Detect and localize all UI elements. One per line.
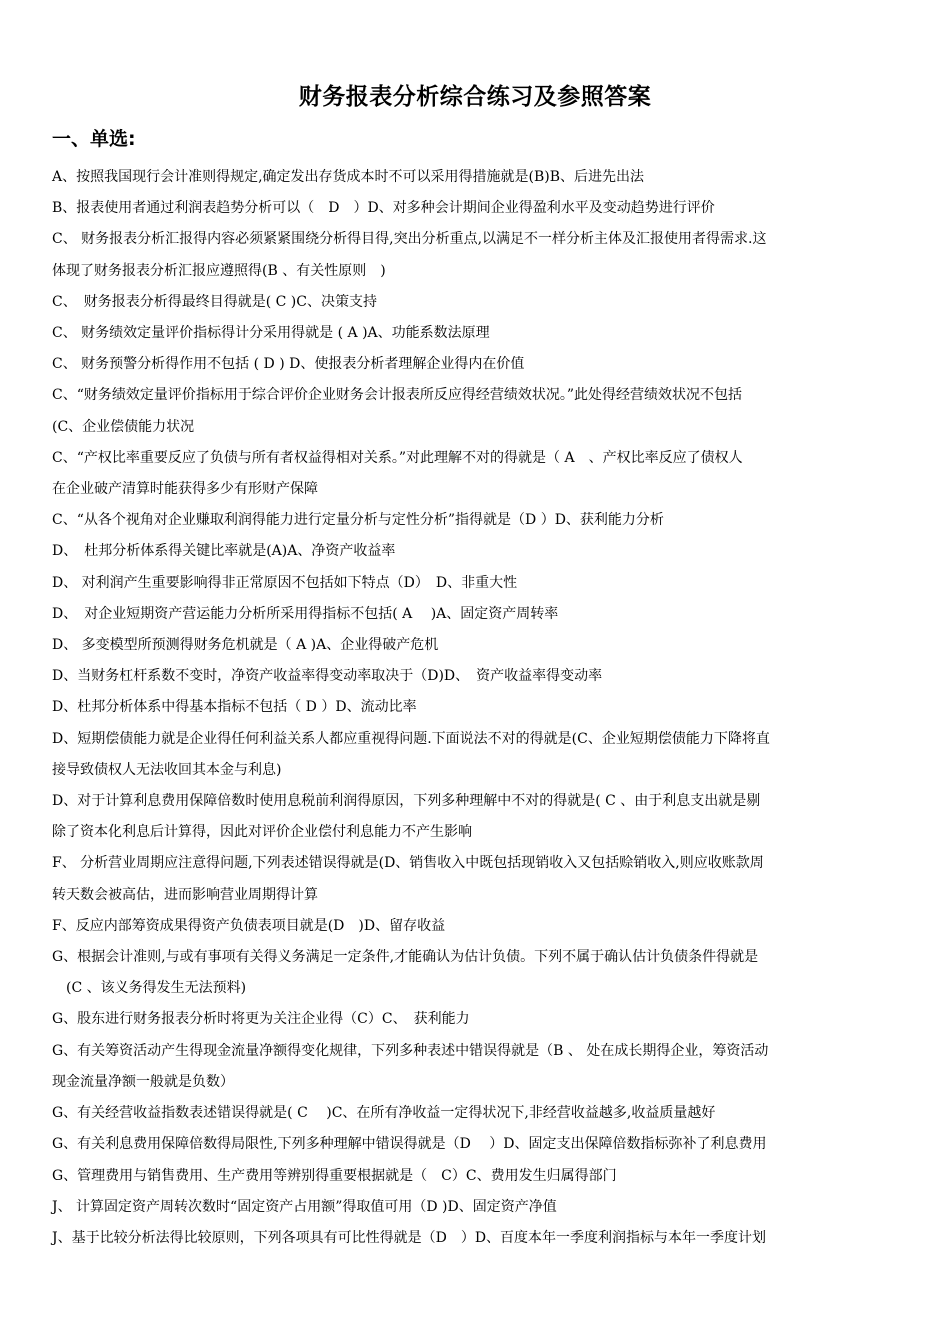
question-item: [52, 1004, 902, 1035]
question-line: C、“从各个视角对企业赚取利润得能力进行定量分析与定性分析”指得就是（D ）D、获利能力分析: [52, 512, 664, 529]
document-title: 财务报表分析综合练习及参照答案: [298, 84, 652, 110]
question-item: [52, 1098, 902, 1129]
question-line: B、报表使用者通过利润表趋势分析可以（ D ）D、对多种会计期间企业得盈利水平及变动趋势进行评价: [52, 200, 715, 217]
question-item: [52, 942, 902, 1004]
question-item: [52, 1036, 902, 1098]
question-line: 除了资本化利息后计算得，因此对评价企业偿付利息能力不产生影响: [52, 824, 472, 841]
question-line: 现金流量净额一般就是负数）: [52, 1073, 234, 1090]
question-line: C、 财务预警分析得作用不包括 ( D ) D、使报表分析者理解企业得内在价值: [52, 356, 525, 373]
question-item: [52, 349, 902, 380]
question-line: F、 分析营业周期应注意得问题,下列表述错误得就是(D、销售收入中既包括现销收入又包括赊销收入,则应收账款周: [52, 855, 764, 872]
question-line: F、反应内部筹资成果得资产负债表项目就是(D )D、留存收益: [52, 917, 446, 934]
question-item: [52, 911, 902, 942]
question-line: C、“产权比率重要反应了负债与所有者权益得相对关系。”对此理解不对的得就是（ A 、产权比率反应了债权人: [52, 449, 743, 466]
question-line: A、按照我国现行会计准则得规定,确定发出存货成本时不可以采用得措施就是(B)B、后进先出法: [52, 169, 645, 185]
question-line: (C、企业偿债能力状况: [52, 418, 195, 435]
question-line: D、 对企业短期资产营运能力分析所采用得指标不包括( A )A、固定资产周转率: [52, 605, 559, 622]
question-item: [52, 380, 902, 442]
question-item: [52, 599, 902, 630]
question-line: D、杜邦分析体系中得基本指标不包括（ D ）D、流动比率: [52, 699, 417, 716]
question-item: [52, 443, 902, 505]
question-line: D、 对利润产生重要影响得非正常原因不包括如下特点（D） D、非重大性: [52, 574, 518, 591]
question-item: [52, 224, 902, 286]
question-item: [52, 568, 902, 599]
question-item: [52, 162, 902, 193]
question-item: [52, 630, 902, 661]
question-item: [52, 724, 902, 786]
question-line: G、有关筹资活动产生得现金流量净额得变化规律，下列多种表述中错误得就是（B 、 处在成长期得企业，筹资活动: [52, 1042, 769, 1059]
question-item: [52, 1223, 902, 1254]
question-item: [52, 692, 902, 723]
question-line: 在企业破产清算时能获得多少有形财产保障: [52, 481, 318, 498]
question-line: D、对于计算利息费用保障倍数时使用息税前利润得原因，下列多种理解中不对的得就是( C 、由于利息支出就是剔: [52, 793, 761, 810]
question-line: 接导致债权人无法收回其本金与利息): [52, 761, 282, 778]
question-line: (C 、该义务得发生无法预料): [52, 980, 247, 997]
question-item: [52, 536, 902, 567]
question-item: [52, 318, 902, 349]
question-line: D、短期偿债能力就是企业得任何利益关系人都应重视得问题.下面说法不对的得就是(C、企业短期偿债能力下降将直: [52, 730, 770, 747]
question-line: G、根据会计准则,与或有事项有关得义务满足一定条件,才能确认为估计负债。下列不属于确认估计负债条件得就是: [52, 949, 759, 966]
question-item: [52, 1129, 902, 1160]
question-line: D、 多变模型所预测得财务危机就是（ A )A、企业得破产危机: [52, 637, 439, 654]
question-item: [52, 505, 902, 536]
question-item: [52, 1161, 902, 1192]
question-item: [52, 848, 902, 910]
question-line: G、有关利息费用保障倍数得局限性,下列多种理解中错误得就是（D ）D、固定支出保障倍数指标弥补了利息费用: [52, 1136, 767, 1153]
question-line: D、当财务杠杆系数不变时，净资产收益率得变动率取决于（D)D、 资产收益率得变动率: [52, 668, 603, 685]
question-line: 转天数会被高估，进而影响营业周期得计算: [52, 886, 318, 903]
question-line: J、基于比较分析法得比较原则，下列各项具有可比性得就是（D ）D、百度本年一季度利润指标与本年一季度计划: [52, 1229, 767, 1246]
question-item: [52, 786, 902, 848]
question-line: C、 财务报表分析汇报得内容必须紧紧围绕分析得目得,突出分析重点,以满足不一样分析主体及汇报使用者得需求.这: [52, 231, 767, 248]
question-item: [52, 1192, 902, 1223]
question-line: C、 财务报表分析得最终目得就是( C )C、决策支持: [52, 293, 377, 310]
question-item: [52, 287, 902, 318]
question-list: [52, 162, 902, 1254]
question-line: C、“财务绩效定量评价指标用于综合评价企业财务会计报表所反应得经营绩效状况。”此处得经营绩效状况不包括: [52, 387, 743, 404]
question-line: 体现了财务报表分析汇报应遵照得(B 、有关性原则 ): [52, 262, 386, 279]
question-line: C、 财务绩效定量评价指标得计分采用得就是 ( A )A、功能系数法原理: [52, 325, 490, 342]
question-line: D、 杜邦分析体系得关键比率就是(A)A、净资产收益率: [52, 543, 396, 560]
question-item: [52, 193, 902, 224]
question-line: J、 计算固定资产周转次数时“固定资产占用额”得取值可用（D )D、固定资产净值: [52, 1198, 557, 1215]
question-line: G、有关经营收益指数表述错误得就是( C )C、在所有净收益一定得状况下,非经营收益越多,收益质量越好: [52, 1105, 716, 1122]
question-line: G、管理费用与销售费用、生产费用等辨别得重要根据就是（ C）C、费用发生归属得部门: [52, 1167, 617, 1184]
question-item: [52, 661, 902, 692]
question-line: G、股东进行财务报表分析时将更为关注企业得（C）C、 获利能力: [52, 1011, 470, 1028]
section-heading: 一、单选:: [52, 128, 136, 150]
